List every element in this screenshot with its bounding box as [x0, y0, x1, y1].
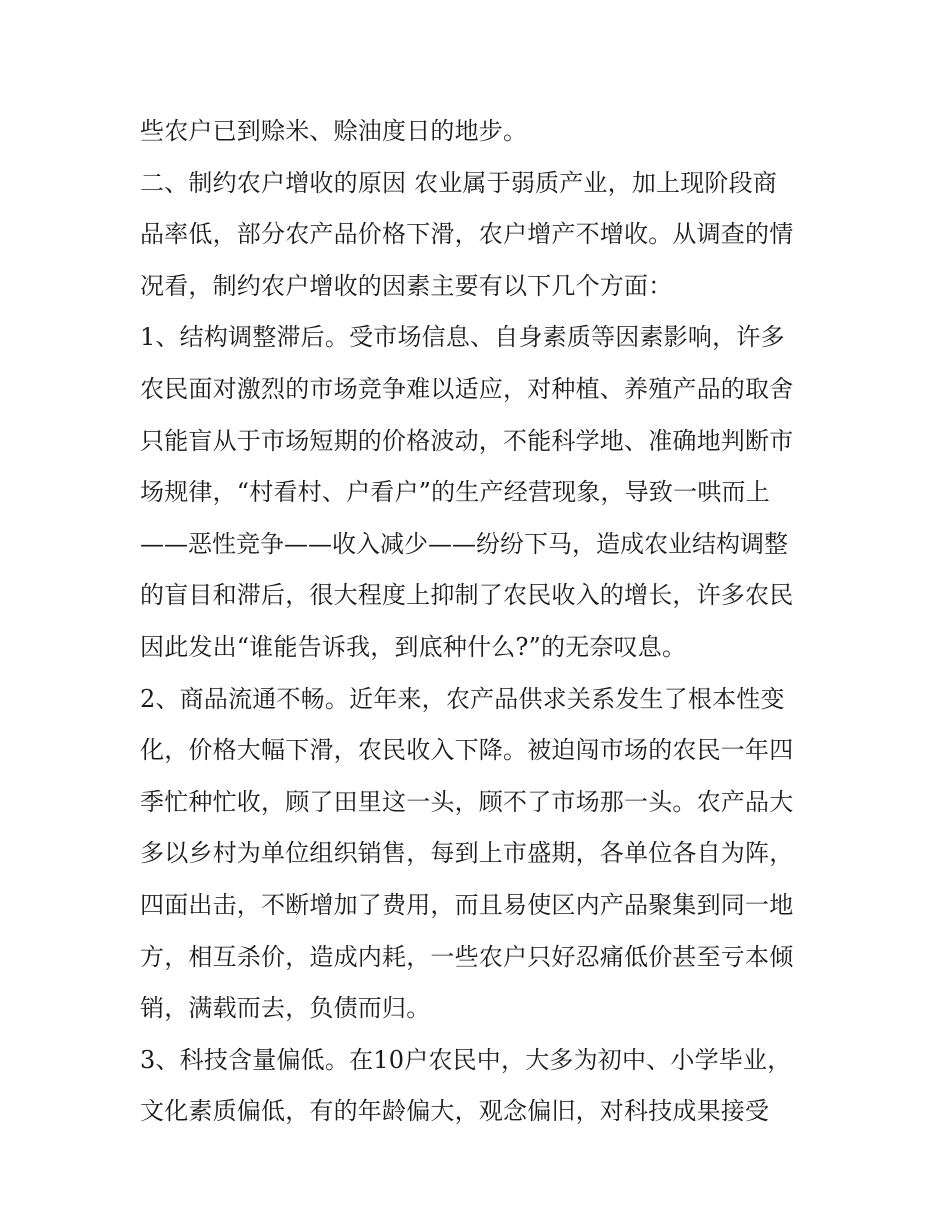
text-line: 只能盲从于市场短期的价格波动，不能科学地、准确地判断市 [140, 426, 794, 455]
numbered-paragraph-line: 2、商品流通不畅。近年来，农产品供求关系发生了根本性变 [140, 684, 785, 713]
text-line: 况看，制约农户增收的因素主要有以下几个方面： [140, 271, 673, 300]
text-line: 销，满载而去，负债而归。 [140, 994, 431, 1023]
text-line: 农民面对激烈的市场竞争难以适应，对种植、养殖产品的取舍 [140, 374, 794, 403]
section-heading-line: 二、制约农户增收的原因 农业属于弱质产业，加上现阶段商 [140, 168, 778, 197]
text-line: 文化素质偏低，有的年龄偏大，观念偏旧，对科技成果接受 [140, 1097, 770, 1126]
text-line: 方，相互杀价，造成内耗，一些农户只好忍痛低价甚至亏本倾 [140, 942, 794, 971]
body-text [140, 106, 820, 1138]
text-line: ——恶性竞争——收入减少——纷纷下马，造成农业结构调整 [140, 529, 788, 558]
text-line: 些农户已到赊米、赊油度日的地步。 [140, 117, 528, 145]
text-line: 因此发出“谁能告诉我，到底种什么?”的无奈叹息。 [140, 632, 687, 661]
text-line: 的盲目和滞后，很大程度上抑制了农民收入的增长，许多农民 [140, 581, 794, 610]
text-line: 化，价格大幅下滑，农民收入下降。被迫闯市场的农民一年四 [140, 736, 794, 765]
numbered-paragraph-line: 1、结构调整滞后。受市场信息、自身素质等因素影响，许多 [140, 323, 785, 352]
text-line: 场规律，“村看村、户看户”的生产经营现象，导致一哄而上 [140, 478, 770, 507]
numbered-paragraph-line: 3、科技含量偏低。在10户农民中，大多为初中、小学毕业， [140, 1045, 792, 1074]
text-line: 品率低，部分农产品价格下滑，农户增产不增收。从调查的情 [140, 220, 794, 249]
text-line: 多以乡村为单位组织销售，每到上市盛期，各单位各自为阵， [140, 839, 794, 868]
text-line: 四面出击，不断增加了费用，而且易使区内产品聚集到同一地 [140, 890, 794, 919]
text-line: 季忙种忙收，顾了田里这一头，顾不了市场那一头。农产品大 [140, 787, 794, 816]
